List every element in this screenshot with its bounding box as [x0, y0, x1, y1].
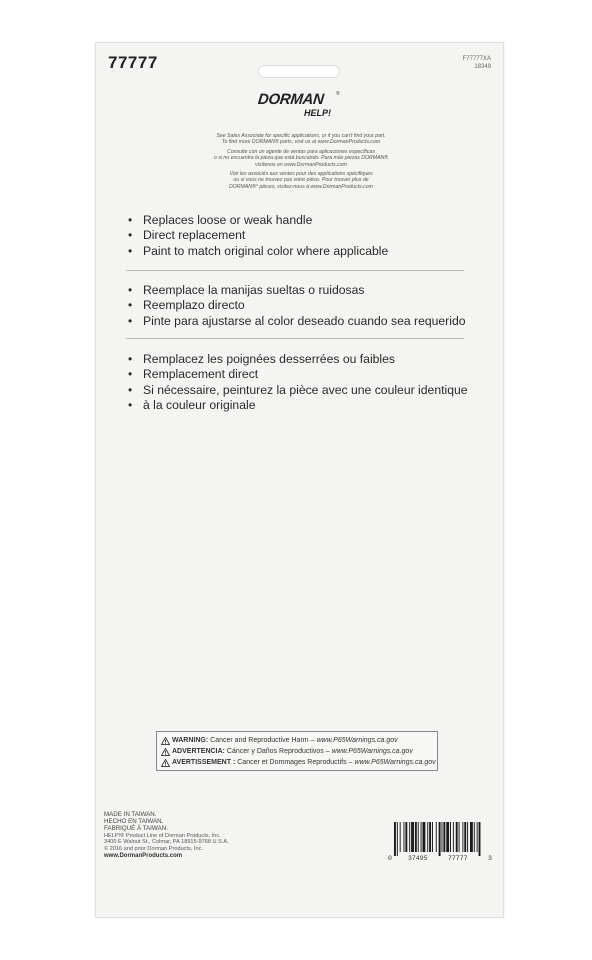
part-number: 77777 — [108, 53, 158, 72]
warning-text: Cáncer y Daños Reproductivos – — [226, 748, 330, 755]
warning-triangle-icon — [161, 748, 170, 756]
website-url: www.DormanProducts.com — [104, 853, 183, 860]
barcode-digits-left: 37495 — [408, 855, 428, 862]
barcode-bar — [404, 822, 405, 852]
product-card — [95, 42, 504, 918]
lot-code: 18349 — [474, 64, 491, 70]
barcode-bar — [394, 822, 396, 856]
barcode-bar — [429, 822, 431, 852]
list-item: • Replaces loose or weak handle — [126, 213, 476, 228]
list-item: • Remplacez les poignées desserrées ou faibles — [126, 352, 476, 367]
barcode-bar — [442, 822, 443, 852]
help-en-2: To find more DORMAN® parts, visit us at www.DormanProducts.com — [221, 139, 381, 146]
barcode-bar — [436, 822, 437, 852]
barcode-bar — [439, 822, 441, 856]
barcode-bar — [474, 822, 475, 852]
list-item: • Direct replacement — [126, 228, 476, 243]
barcode-digits — [388, 855, 494, 865]
barcode-bar — [427, 822, 428, 852]
help-es-2: o si no encuentra la pieza que está buscando. Para más piezas DORMAN® — [213, 155, 389, 162]
address-line: 3400 E Walnut St., Colmar, PA 18915-9768 U.S.A. — [104, 839, 229, 846]
list-item: • Reemplace la manijas sueltas o ruidosas — [126, 283, 476, 298]
brand-sub: HELP! — [304, 108, 331, 118]
divider — [126, 270, 464, 271]
barcode-bar — [400, 822, 401, 852]
barcode-bar — [450, 822, 451, 852]
made-in-en: MADE IN TAIWAN. — [104, 811, 157, 818]
upc-barcode — [388, 822, 494, 867]
help-es-3: visítenos en www.DormanProducts.com — [255, 161, 347, 168]
barcode-bar — [443, 822, 445, 852]
warning-label: ADVERTENCIA: — [172, 748, 225, 755]
made-in-fr: FABRIQUÉ À TAIWAN. — [104, 825, 168, 833]
help-fr-2: ou si vous ne trouvez pas votre pièce. Pour trouver plus de — [233, 177, 369, 184]
help-es-1: Consulte con un agente de ventas para aplicaciones específicas — [227, 148, 375, 155]
features-french — [126, 352, 476, 413]
barcode-digit-system: 0 — [388, 855, 392, 862]
company-line: HELP!® Product Line of Dorman Products, Inc. — [104, 832, 221, 839]
barcode-bar — [453, 822, 454, 852]
warning-link: www.P65Warnings.ca.gov — [331, 748, 413, 755]
barcode-bar — [470, 822, 473, 852]
warning-line — [161, 735, 433, 746]
barcode-bar — [397, 822, 398, 856]
item-code-block — [463, 55, 491, 71]
warning-text: Cancer and Reproductive Harm – — [210, 737, 315, 744]
barcode-bar — [479, 822, 481, 856]
barcode-digits-right: 77777 — [448, 855, 468, 862]
help-fr-1: Voir les associés aux ventes pour des applications spécifiques — [229, 171, 373, 178]
warning-line — [161, 757, 436, 768]
barcode-bar — [462, 822, 463, 852]
made-in-es: HECHO EN TAIWAN. — [104, 818, 164, 826]
barcode-bar — [432, 822, 433, 852]
list-item: • Pinte para ajustarse al color deseado cuando sea requerido — [126, 314, 476, 329]
prop65-warning-box — [156, 731, 438, 771]
barcode-bar — [405, 822, 407, 852]
barcode-bar — [409, 822, 410, 852]
warning-label: WARNING: — [172, 737, 209, 744]
barcode-bar — [418, 822, 419, 852]
warning-link: www.P65Warnings.ca.gov — [316, 737, 398, 744]
warning-text: Cancer et Dommages Reproductifs – — [237, 759, 353, 766]
barcode-bar — [423, 822, 426, 852]
list-item: • Paint to match original color where applicable — [126, 244, 476, 259]
hang-hole — [258, 65, 340, 78]
help-fr-3: DORMAN®° pièces, visitez-nous à www.DormanProducts.com — [229, 183, 373, 190]
features-english — [126, 213, 476, 259]
help-en-1: See Sales Associate for specific applications, or if you can't find your part. — [216, 133, 386, 139]
brand-name: DORMAN — [257, 91, 325, 108]
barcode-bars — [388, 822, 494, 856]
barcode-digit-check: 3 — [488, 855, 492, 862]
list-item-continuation: • à la couleur originale — [126, 398, 476, 413]
barcode-bar — [446, 822, 449, 852]
warning-link: www.P65Warnings.ca.gov — [354, 759, 436, 766]
barcode-bar — [464, 822, 466, 852]
barcode-bar — [456, 822, 458, 852]
divider — [126, 338, 464, 339]
barcode-bar — [459, 822, 460, 852]
footer-info — [104, 811, 254, 860]
list-item: • Reemplazo directo — [126, 298, 476, 313]
help-text — [166, 133, 436, 190]
barcode-bar — [467, 822, 468, 852]
warning-triangle-icon — [161, 737, 170, 745]
barcode-bar — [421, 822, 422, 852]
list-item: • Remplacement direct — [126, 367, 476, 382]
brand-logo — [254, 91, 344, 129]
copyright-line: © 2016 and prior Dorman Products, Inc. — [104, 845, 203, 852]
list-item: • Si nécessaire, peinturez la pièce avec une couleur identique — [126, 383, 476, 398]
warning-line — [161, 746, 433, 757]
warning-label: AVERTISSEMENT : — [172, 759, 236, 766]
warning-triangle-icon — [161, 759, 170, 767]
barcode-bar — [411, 822, 414, 852]
barcode-bar — [477, 822, 478, 852]
brand-registered-mark: ® — [336, 91, 340, 97]
features-spanish — [126, 283, 476, 329]
barcode-bar — [415, 822, 417, 852]
item-code: F77777XA — [462, 56, 491, 62]
